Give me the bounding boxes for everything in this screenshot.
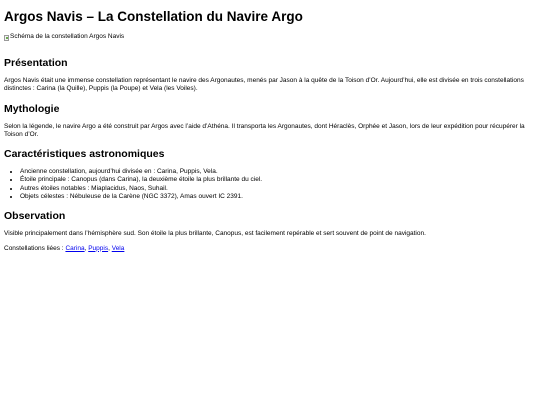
- paragraph-presentation: Argos Navis était une immense constellation représentant le navire des Argonautes, menés par Jason à la quête de la Toison d’Or. Aujourd’hui, elle est divisée en trois constellations distinctes : Carina (la Quille), Puppis (la Poupe) et Vela (les Voiles).: [4, 77, 524, 93]
- list-item: • Objets célestes : Nébuleuse de la Carène (NGC 3372), Amas ouvert IC 2391.: [20, 193, 536, 201]
- section-caracteristiques: [4, 148, 536, 201]
- link-separator: ,: [84, 244, 87, 252]
- list-item: • Ancienne constellation, aujourd’hui divisée en : Carina, Puppis, Vela.: [20, 168, 536, 176]
- heading-presentation: Présentation: [4, 57, 68, 69]
- constellation-diagram-image: [4, 33, 124, 42]
- paragraph-mythologie: Selon la légende, le navire Argo a été construit par Argos avec l’aide d’Athéna. Il transporta les Argonautes, dont Héraclès, Orphée et Jason, lors de leur expédition pour récupérer la Toison d’Or.: [4, 122, 525, 138]
- link-separator: ,: [108, 244, 110, 252]
- related-label: Constellations liées :: [4, 244, 64, 252]
- paragraph-observation: Visible principalement dans l’hémisphère sud. Son étoile la plus brillante, Canopus, est facilement repérable et sert souvent de point de navigation.: [4, 230, 426, 238]
- link-vela[interactable]: Vela: [111, 244, 125, 252]
- section-observation: [4, 210, 536, 238]
- broken-image-icon: [4, 35, 9, 41]
- image-alt-text: Schéma de la constellation Argos Navis: [10, 33, 125, 41]
- section-mythologie: [4, 103, 536, 140]
- heading-caracteristiques: Caractéristiques astronomiques: [4, 148, 165, 161]
- related-constellations: [4, 245, 536, 253]
- section-presentation: [4, 57, 536, 94]
- list-item: • Étoile principale : Canopus (dans Carina), la deuxième étoile la plus brillante du ciel.: [20, 176, 536, 184]
- link-carina[interactable]: Carina: [65, 244, 85, 252]
- link-puppis[interactable]: Puppis: [88, 244, 109, 252]
- list-item: • Autres étoiles notables : Miaplacidus, Naos, Suhail.: [20, 185, 536, 193]
- page-title: Argos Navis – La Constellation du Navire Argo: [4, 9, 303, 24]
- heading-mythologie: Mythologie: [4, 102, 60, 115]
- heading-observation: Observation: [4, 210, 66, 223]
- characteristics-list: [4, 168, 536, 201]
